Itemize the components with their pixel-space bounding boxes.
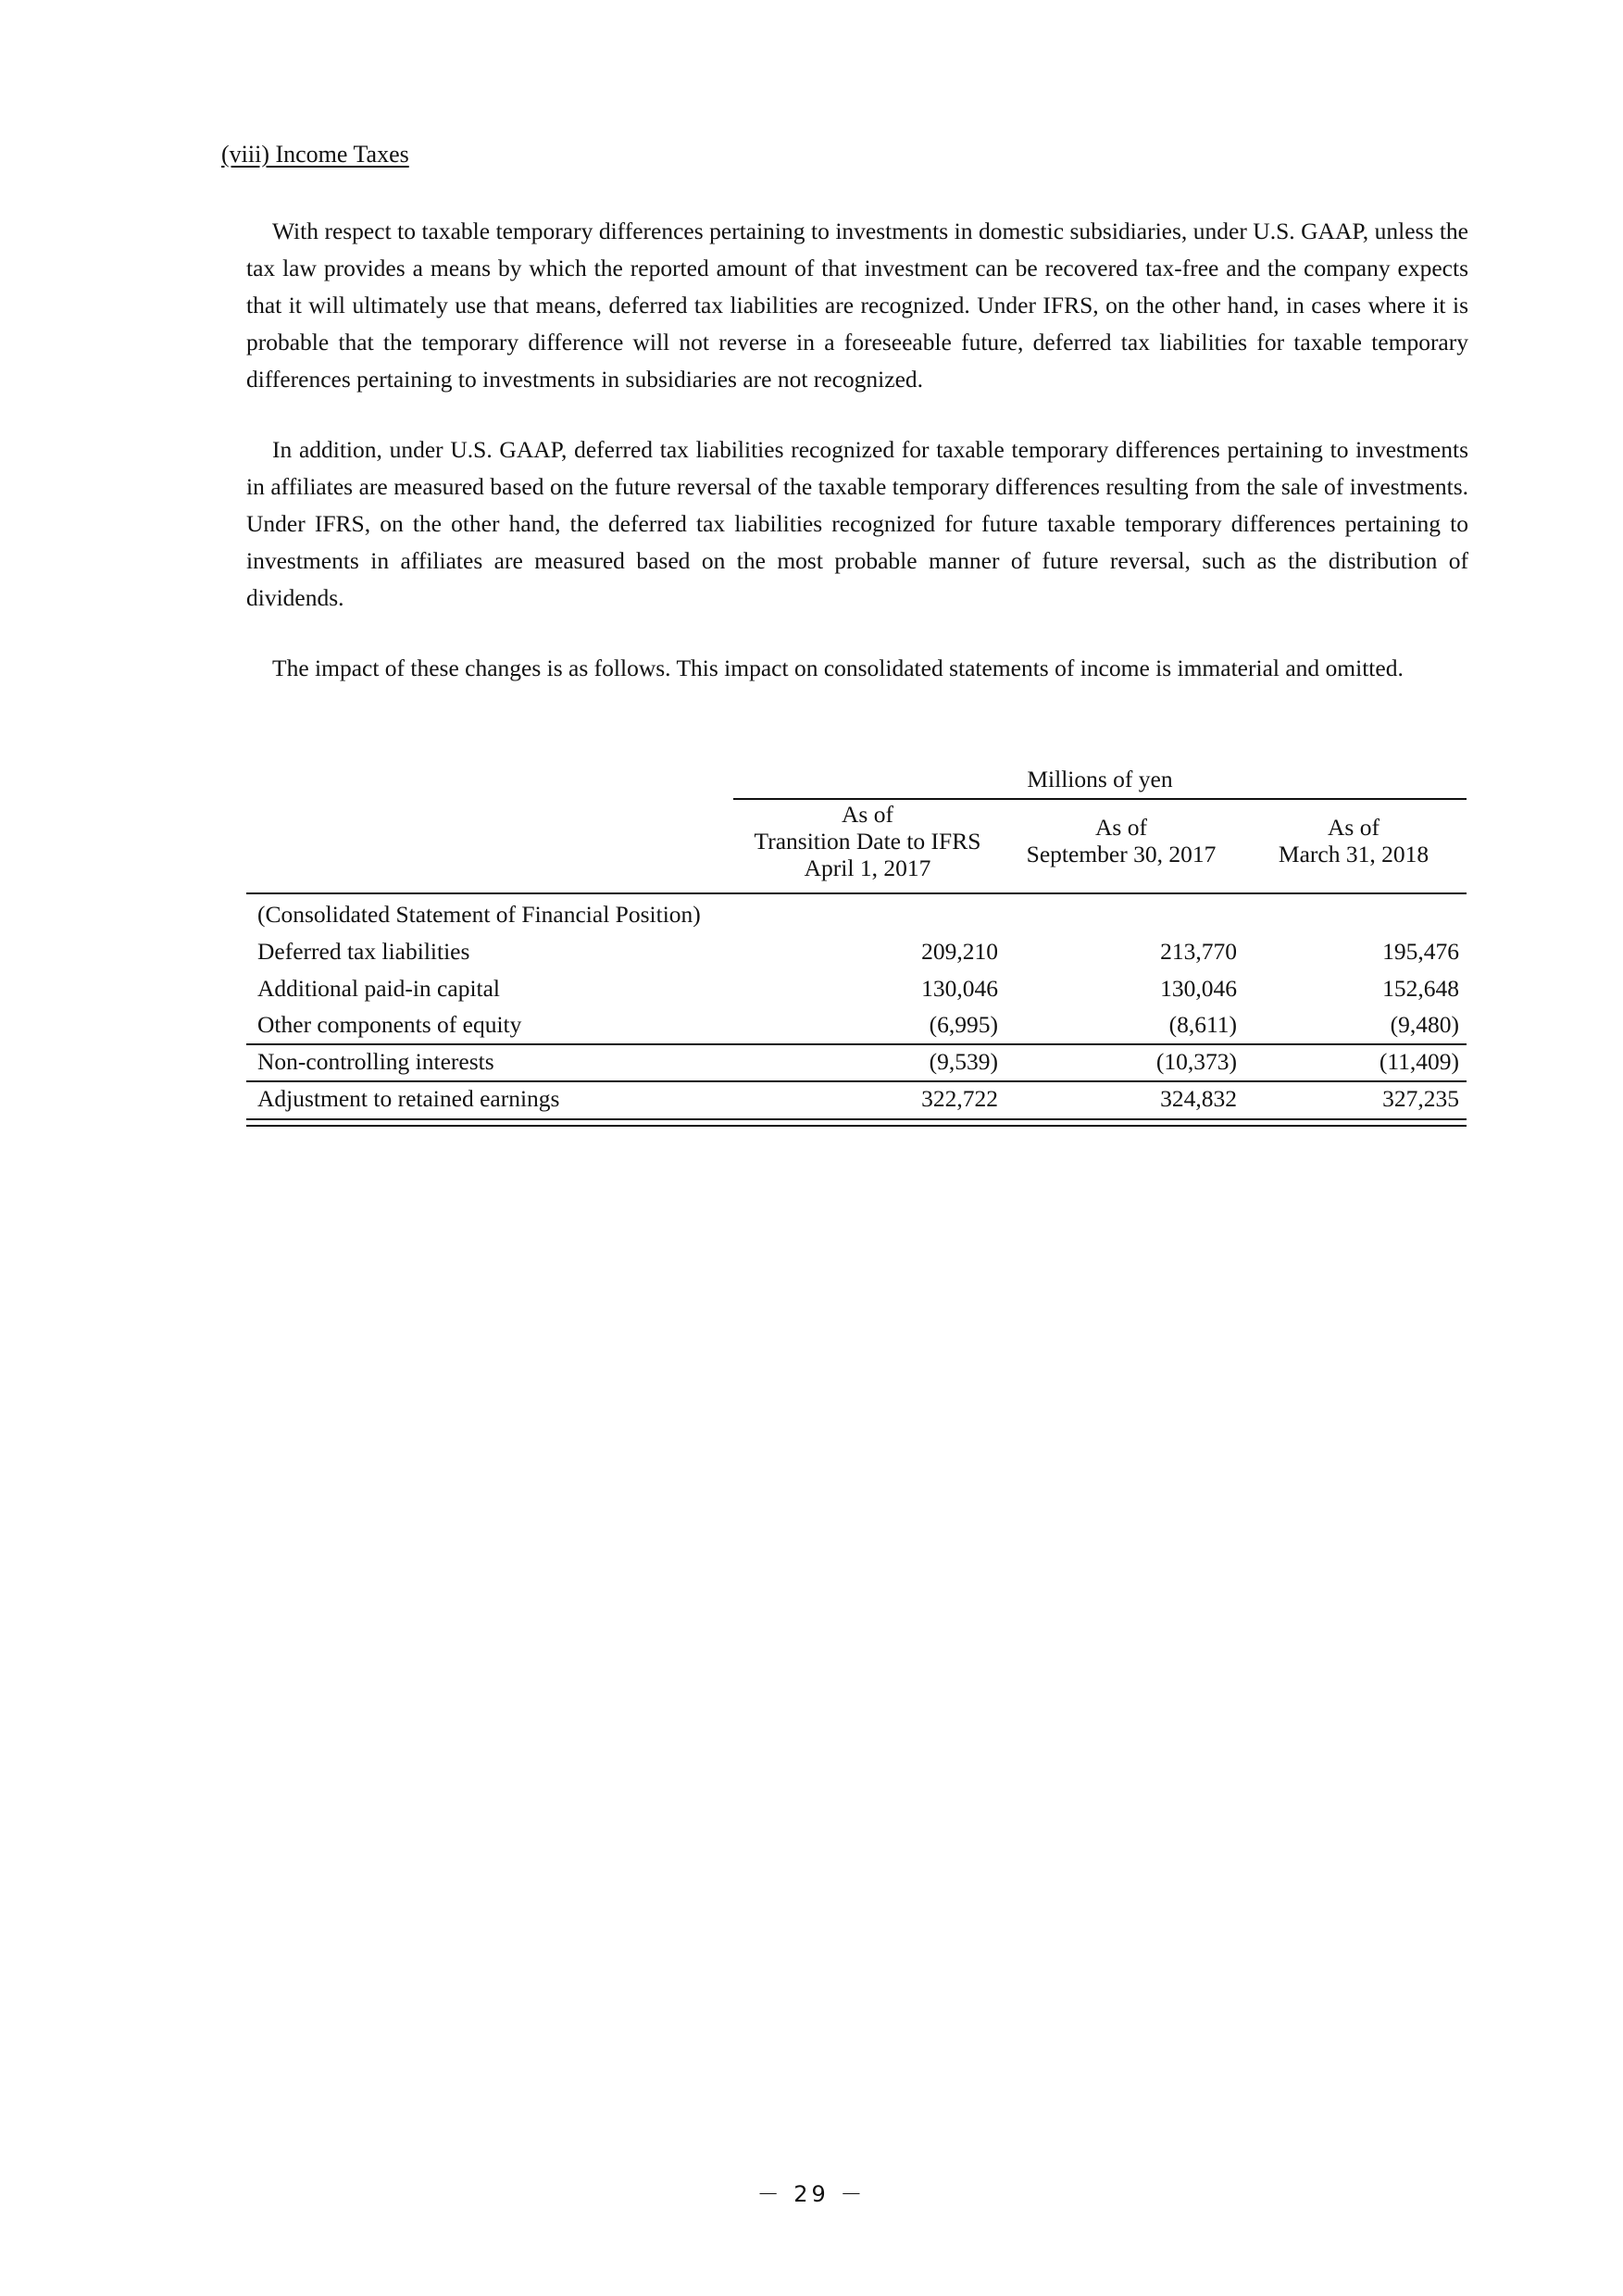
column-header-line: As of (1328, 814, 1380, 841)
cell-value: (10,373) (1155, 1048, 1237, 1075)
column-header-transition-date (733, 801, 1002, 881)
cell-value: 209,210 (921, 938, 998, 965)
cell-value: 327,235 (1382, 1085, 1459, 1112)
cell-value: 213,770 (1160, 938, 1237, 965)
column-header-line: March 31, 2018 (1278, 841, 1429, 867)
column-header-line: As of (842, 801, 893, 828)
column-header-september (1002, 814, 1241, 867)
cell-value: 130,046 (921, 975, 998, 1002)
cell-value: 324,832 (1160, 1085, 1237, 1112)
cell-value: (8,611) (1168, 1011, 1237, 1038)
section-label: (Consolidated Statement of Financial Position) (257, 901, 701, 928)
units-label: Millions of yen (733, 761, 1467, 800)
row-label: Non-controlling interests (257, 1048, 494, 1075)
column-header-line: September 30, 2017 (1026, 841, 1217, 867)
header-divider (246, 892, 1467, 894)
table-row-total (246, 1080, 1467, 1117)
paragraph-1: With respect to taxable temporary differences pertaining to investments in domestic subsidiaries, under U.S. GAAP, unless the tax law provides a means by which the reported amount of that investment can be recovered tax-free and the company expects that it will ultimately use that means, deferred tax liabilities are recognized. Under IFRS, on the other hand, in cases where it is probable that the temporary difference will not reverse in a foreseeable future, deferred tax liabilities for taxable temporary differences pertaining to investments in subsidiaries are not recognized. (246, 218, 1468, 393)
page-number: － 29 － (756, 2181, 867, 2207)
table-row (246, 933, 1467, 970)
row-label: Adjustment to retained earnings (257, 1085, 560, 1112)
cell-value: 130,046 (1160, 975, 1237, 1002)
cell-value: (9,539) (929, 1048, 998, 1075)
total-double-underline (246, 1118, 1467, 1127)
section-heading: (viii) Income Taxes (221, 141, 409, 168)
cell-value: 322,722 (921, 1085, 998, 1112)
column-header-line: As of (1095, 814, 1147, 841)
cell-value: (9,480) (1390, 1011, 1459, 1038)
table-row (246, 1006, 1467, 1043)
row-label: Other components of equity (257, 1011, 522, 1038)
cell-value: (11,409) (1379, 1048, 1459, 1075)
column-header-march (1241, 814, 1467, 867)
cell-value: 152,648 (1382, 975, 1459, 1002)
table-row (246, 970, 1467, 1007)
row-label: Deferred tax liabilities (257, 938, 470, 965)
paragraph-2: In addition, under U.S. GAAP, deferred tax liabilities recognized for taxable temporary differences pertaining to investments in affiliates are measured based on the future reversal of the taxable temporary differences resulting from the sale of investments. Under IFRS, on the other hand, the deferred tax liabilities recognized for future taxable temporary differences pertaining to investments in affiliates are measured based on the most probable manner of future reversal, such as the distribution of dividends. (246, 436, 1468, 611)
paragraph-3: The impact of these changes is as follows. This impact on consolidated statements of income is immaterial and omitted. (272, 655, 1404, 681)
column-header-line: April 1, 2017 (804, 855, 931, 881)
column-header-line: Transition Date to IFRS (754, 828, 981, 855)
row-label: Additional paid-in capital (257, 975, 501, 1002)
table-section-row (246, 896, 1467, 933)
cell-value: 195,476 (1382, 938, 1459, 965)
cell-value: (6,995) (929, 1011, 998, 1038)
table-row (246, 1043, 1467, 1080)
